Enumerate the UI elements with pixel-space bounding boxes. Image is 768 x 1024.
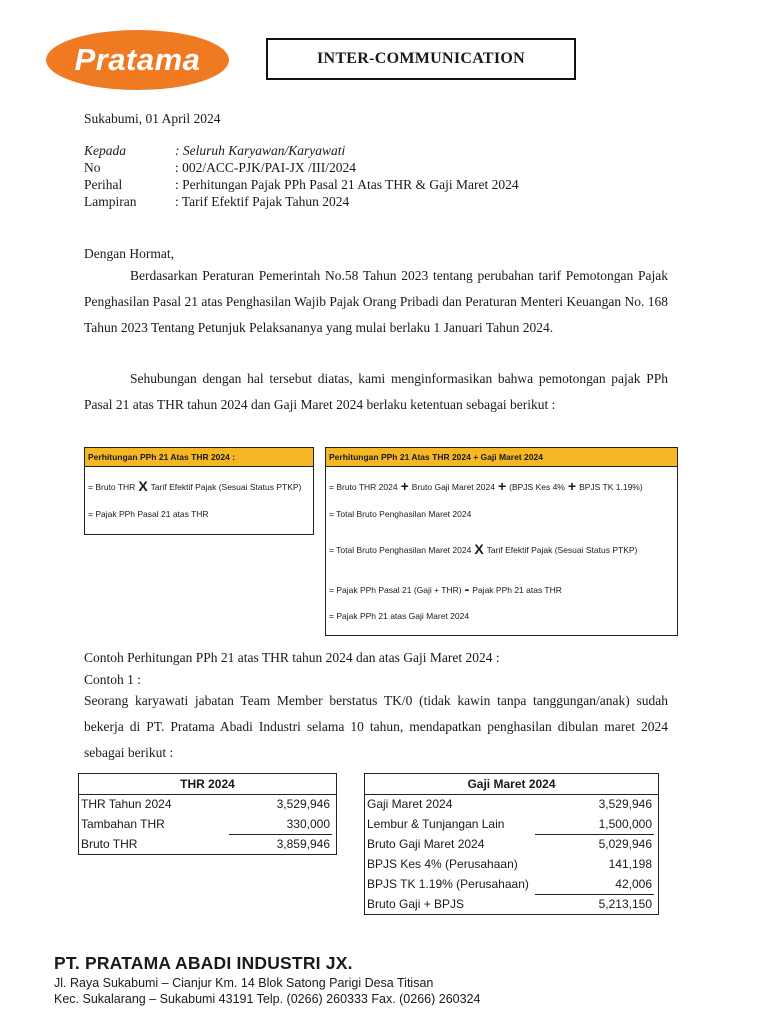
table-row xyxy=(365,894,658,914)
formula-box-thr xyxy=(84,447,314,535)
row-value: 3,529,946 xyxy=(276,797,330,811)
row-value: 3,529,946 xyxy=(598,797,652,811)
meta-value: : 002/ACC-PJK/PAI-JX /III/2024 xyxy=(175,160,357,175)
formula-gaji-line-5: = Pajak PPh 21 atas Gaji Maret 2024 xyxy=(329,611,470,621)
formula-thr-line-1 xyxy=(88,478,301,494)
table-row xyxy=(365,874,658,894)
row-label: Lembur & Tunjangan Lain xyxy=(367,817,505,831)
formula-text: (BPJS Kes 4% xyxy=(509,482,565,492)
footer-address-line-1: Jl. Raya Sukabumi – Cianjur Km. 14 Blok Satong Parigi Desa Titisan xyxy=(54,976,434,990)
row-label: Bruto Gaji Maret 2024 xyxy=(367,837,485,851)
plus-operator: + xyxy=(400,478,409,494)
row-value: 1,500,000 xyxy=(598,817,652,831)
formula-thr-header: Perhitungan PPh 21 Atas THR 2024 : xyxy=(85,448,313,467)
row-label: BPJS Kes 4% (Perusahaan) xyxy=(367,857,518,871)
thr-table xyxy=(78,773,337,855)
logo-text: Pratama xyxy=(74,42,201,77)
table-row xyxy=(79,814,336,834)
multiply-operator: X xyxy=(138,478,148,494)
gaji-table xyxy=(364,773,659,915)
row-value: 42,006 xyxy=(615,877,652,891)
table-row xyxy=(365,794,658,814)
meta-label: Kepada xyxy=(84,143,126,158)
document-title-box xyxy=(266,38,576,80)
formula-text: Tarif Efektif Pajak (Sesuai Status PTKP) xyxy=(150,482,302,492)
formula-thr-line-2: = Pajak PPh Pasal 21 atas THR xyxy=(88,509,209,519)
row-value: 5,213,150 xyxy=(598,897,652,911)
row-label: BPJS TK 1.19% (Perusahaan) xyxy=(367,877,529,891)
document-title: INTER-COMMUNICATION xyxy=(316,50,526,67)
formula-text: BPJS TK 1.19%) xyxy=(579,482,643,492)
row-label: Tambahan THR xyxy=(81,817,165,831)
footer-company-name: PT. PRATAMA ABADI INDUSTRI JX. xyxy=(54,953,353,973)
minus-operator: - xyxy=(464,581,470,597)
paragraph-info-text: Sehubungan dengan hal tersebut diatas, kami menginformasikan bahwa pemotongan pajak PPh Pasal 21 atas THR tahun 2024 dan Gaji Maret 2024 berlaku ketentuan sebagai berikut : xyxy=(84,371,668,412)
formula-box-gaji xyxy=(325,447,678,636)
thr-table-title: THR 2024 xyxy=(79,774,336,795)
formula-gaji-line-1 xyxy=(329,478,643,494)
row-value: 3,859,946 xyxy=(276,837,330,851)
meta-value: : Tarif Efektif Pajak Tahun 2024 xyxy=(175,194,350,209)
formula-text: Pajak PPh 21 atas THR xyxy=(472,585,562,595)
row-label: Bruto THR xyxy=(81,837,138,851)
row-label: Bruto Gaji + BPJS xyxy=(367,897,465,911)
table-row xyxy=(365,854,658,874)
footer-address-line-2: Kec. Sukalarang – Sukabumi 43191 Telp. (0266) 260333 Fax. (0266) 260324 xyxy=(54,992,481,1006)
formula-text: Tarif Efektif Pajak (Sesuai Status PTKP) xyxy=(486,545,638,555)
paragraph-regulation-text: Berdasarkan Peraturan Pemerintah No.58 Tahun 2023 tentang perubahan tarif Pemotongan Pajak Penghasilan Pasal 21 atas Penghasilan Wajib Pajak Orang Pribadi dan Peraturan Menteri Keuangan No. 168 Tahun 2023 Tentang Petunjuk Pelaksananya yang mulai berlaku 1 Januari Tahun 2024. xyxy=(84,268,668,335)
row-value: 5,029,946 xyxy=(598,837,652,851)
formula-gaji-line-4 xyxy=(329,581,562,597)
formula-gaji-header: Perhitungan PPh 21 Atas THR 2024 + Gaji Maret 2024 xyxy=(326,448,677,467)
formula-text: = Pajak PPh Pasal 21 (Gaji + THR) xyxy=(329,585,462,595)
table-row xyxy=(79,794,336,814)
paragraph-regulation xyxy=(84,263,668,341)
meta-value: : Perhitungan Pajak PPh Pasal 21 Atas THR & Gaji Maret 2024 xyxy=(175,177,519,192)
example-description: Seorang karyawati jabatan Team Member berstatus TK/0 (tidak kawin tanpa tanggungan/anak) sudah bekerja di PT. Pratama Abadi Industri selama 10 tahun, mendapatkan penghasilan dibulan maret 2024 sebagai berikut : xyxy=(84,693,668,760)
table-row xyxy=(365,814,658,834)
row-label: Gaji Maret 2024 xyxy=(367,797,453,811)
table-row xyxy=(365,834,658,854)
paragraph-info xyxy=(84,366,668,418)
row-value: 330,000 xyxy=(286,817,330,831)
table-row xyxy=(79,834,336,854)
plus-operator: + xyxy=(497,478,507,494)
example-label: Contoh 1 : xyxy=(84,672,142,687)
formula-text: = Bruto THR 2024 xyxy=(329,482,398,492)
formula-text: Bruto Gaji Maret 2024 xyxy=(411,482,495,492)
plus-operator: + xyxy=(567,478,577,494)
company-logo xyxy=(46,30,229,90)
formula-gaji-line-3 xyxy=(329,541,637,557)
formula-text: = Bruto THR xyxy=(88,482,136,492)
meta-label: No xyxy=(84,160,101,175)
row-value: 141,198 xyxy=(608,857,652,871)
formula-text: = Total Bruto Penghasilan Maret 2024 xyxy=(329,545,472,555)
meta-label: Lampiran xyxy=(84,194,137,209)
row-label: THR Tahun 2024 xyxy=(81,797,172,811)
greeting: Dengan Hormat, xyxy=(84,246,174,261)
formula-gaji-line-2: = Total Bruto Penghasilan Maret 2024 xyxy=(329,509,472,519)
gaji-table-title: Gaji Maret 2024 xyxy=(365,774,658,795)
place-date: Sukabumi, 01 April 2024 xyxy=(84,111,221,126)
example-intro: Contoh Perhitungan PPh 21 atas THR tahun 2024 dan atas Gaji Maret 2024 : xyxy=(84,650,500,665)
meta-label: Perihal xyxy=(84,177,123,192)
multiply-operator: X xyxy=(474,541,484,557)
meta-value: : Seluruh Karyawan/Karyawati xyxy=(175,143,346,158)
